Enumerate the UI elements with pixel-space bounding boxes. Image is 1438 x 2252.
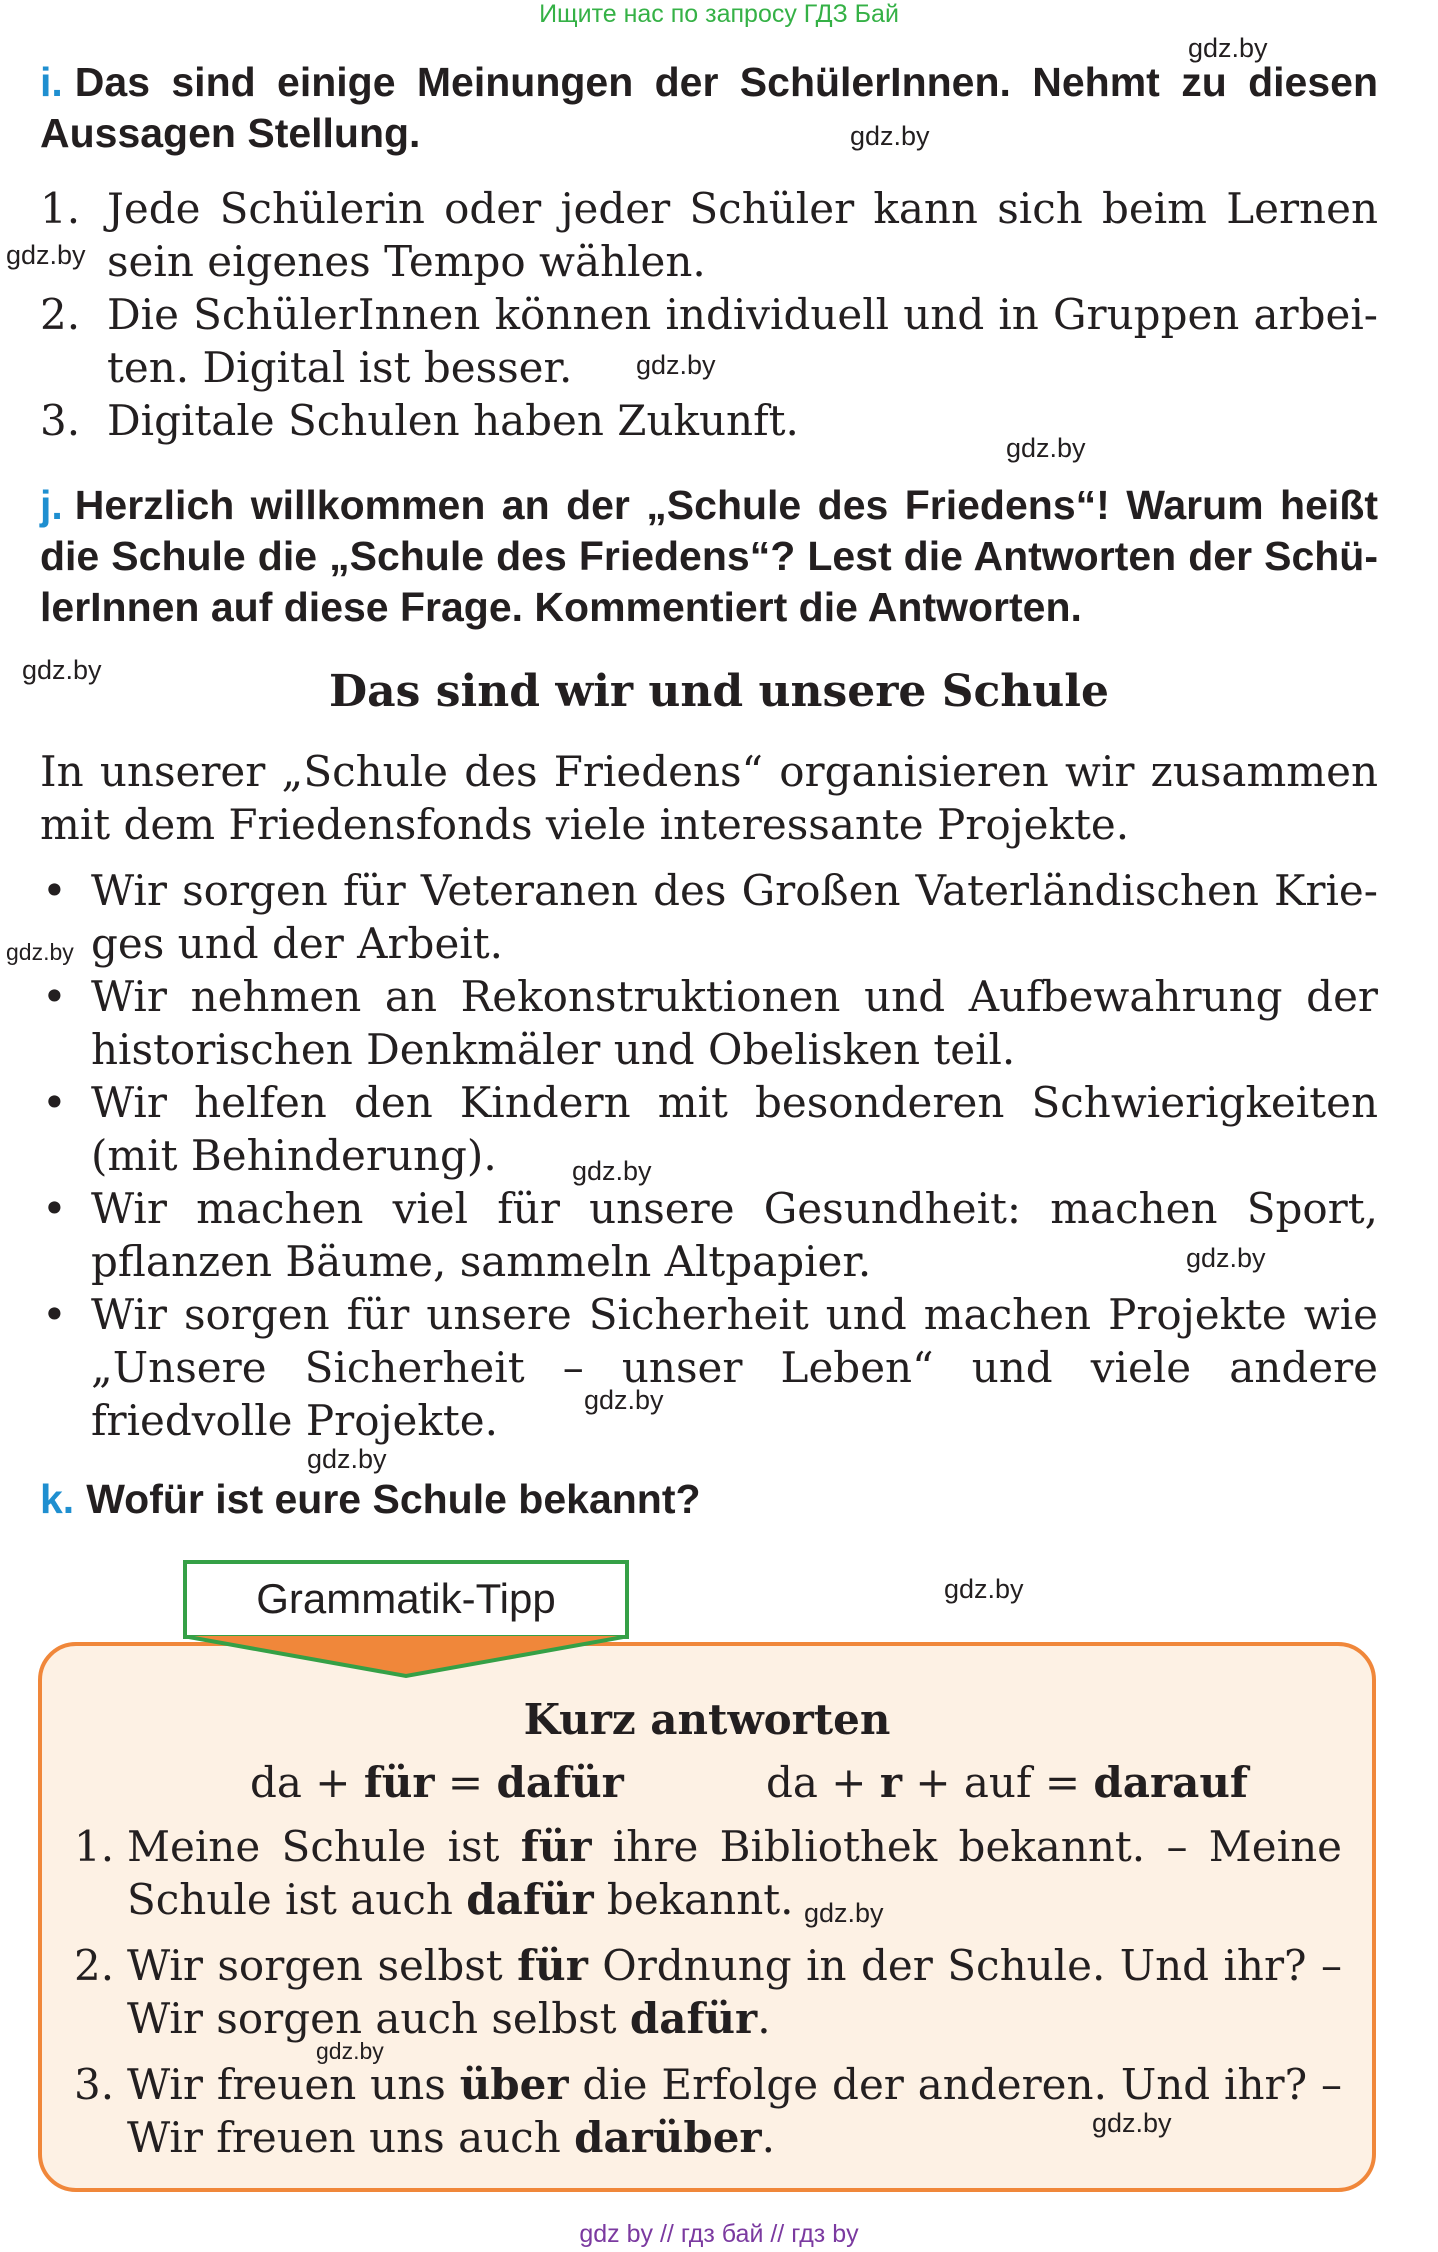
bullet-list [40,864,1378,1447]
bullet-item [40,1288,1378,1447]
watermark: gdz.by [1092,2108,1172,2138]
task-i-list [40,182,1378,447]
bullet-item [40,970,1378,1076]
watermark: gdz.by [1186,1243,1266,1273]
example-text: ihre Bibliothek bekannt. – Meine Schule ist auch [127,1822,1343,1924]
item-number: 3. [40,396,81,445]
bullet-text: Wir sorgen für Veteranen des Großen Vaterländischen Krieges und der Arbeit. [91,866,1378,968]
grammar-tip-title: Kurz antworten [523,1695,891,1744]
watermark: gdz.by [804,1898,884,1928]
example-bold: über [459,2060,569,2109]
task-text: Wofür ist eure Schule bekannt? [86,1476,701,1522]
watermark: gdz.by [944,1574,1024,1604]
task-k-instruction [40,1474,1378,1525]
bullet-icon: • [42,1184,67,1233]
item-text: Digitale Schulen haben Zukunft. [107,396,799,445]
text-heading: Das sind wir und unsere Schule [329,666,1109,717]
formula-bold: r [879,1758,902,1807]
bullet-icon: • [42,866,67,915]
bullet-text: Wir sorgen für unsere Sicherheit und machen Projekte wie „Unsere Sicherheit – unser Leben“ und viele andere friedvolle Projekte. [91,1290,1378,1445]
item-number: 2. [74,1941,115,1990]
example-bold: für [520,1822,592,1871]
example-text: Wir freuen uns [127,2060,460,2109]
watermark: gdz.by [1188,33,1268,63]
grammar-tip-tab: Grammatik-Tipp [183,1560,629,1639]
formula-part: da + [766,1758,880,1807]
task-letter: j. [40,482,63,528]
list-item [40,288,1378,394]
bullet-icon: • [42,972,67,1021]
watermark: gdz.by [584,1385,664,1415]
tab-pointer-icon [183,1636,629,1680]
example-bold: dafür [466,1875,594,1924]
bullet-item [40,1076,1378,1182]
watermark: gdz.by [6,240,86,270]
watermark: gdz.by [850,121,930,151]
example-item [74,1939,1342,2045]
item-number: 1. [40,184,81,233]
example-text: die Erfolge der anderen. Und ihr? – Wir freuen uns auch [127,2060,1343,2162]
item-number: 3. [74,2060,115,2109]
watermark: gdz.by [316,2038,384,2064]
watermark: gdz.by [1006,433,1086,463]
example-bold: dafür [629,1994,758,2043]
watermark: gdz.by [22,655,102,685]
footer-links[interactable]: gdz by // гдз бай // гдз by [579,2220,859,2248]
formula-part: da + [250,1758,364,1807]
task-text: Das sind einige Meinungen der SchülerInnen. Nehmt zu diesen Aussagen Stellung. [40,59,1378,156]
formula-bold: dafür [496,1758,624,1807]
formula-part: = [434,1758,497,1807]
task-letter: k. [40,1476,75,1522]
bullet-text: Wir helfen den Kindern mit besonderen Schwierigkeiten (mit Behinderung). [91,1078,1378,1180]
watermark: gdz.by [572,1156,652,1186]
bullet-icon: • [42,1078,67,1127]
example-text: . [757,1994,771,2043]
task-letter: i. [40,59,63,105]
formula-bold: für [363,1758,435,1807]
bullet-icon: • [42,1290,67,1339]
example-text: Wir sorgen selbst [127,1941,518,1990]
bullet-item [40,864,1378,970]
example-item [74,1820,1342,1926]
example-text: Ordnung in der Schule. Und ihr? – Wir sorgen auch selbst [127,1941,1342,2043]
example-bold: darüber [574,2113,762,2162]
task-j-instruction [40,480,1378,633]
item-text: Die SchülerInnen können individuell und in Gruppen arbeiten. Digital ist besser. [107,290,1378,392]
item-number: 1. [74,1822,115,1871]
formula-part: + auf = [901,1758,1094,1807]
task-i-instruction [40,57,1378,159]
formula-right [766,1758,1248,1807]
top-note: Ищите нас по запросу ГДЗ Бай [539,0,899,28]
item-text: Jede Schülerin oder jeder Schüler kann sich beim Lernen sein eigenes Tempo wählen. [107,184,1378,286]
example-text: . [761,2113,775,2162]
bullet-text: Wir nehmen an Rekonstruktionen und Aufbewahrung der historischen Denkmäler und Obelisken teil. [91,972,1378,1074]
bullet-item [40,1182,1378,1288]
list-item [40,394,1378,447]
watermark: gdz.by [307,1444,387,1474]
text-intro: In unserer „Schule des Friedens“ organisieren wir zusammen mit dem Friedensfonds viele interessante Projekte. [40,747,1378,849]
example-bold: für [517,1941,588,1990]
task-text: Herzlich willkommen an der „Schule des Friedens“! Warum heißt die Schule die „Schule des Friedens“? Lest die Antworten der SchülerInnen auf diese Frage. Kommentiert die Antworten. [40,482,1378,630]
example-text: Meine Schule ist [127,1822,521,1871]
formula-left [250,1758,624,1807]
list-item [40,182,1378,288]
watermark: gdz.by [636,350,716,380]
bullet-text: Wir machen viel für unsere Gesundheit: machen Sport, pflanzen Bäume, sammeln Altpapier. [91,1184,1378,1286]
example-text: bekannt. [593,1875,794,1924]
watermark: gdz.by [6,939,74,965]
item-number: 2. [40,290,81,339]
formula-bold: darauf [1093,1758,1248,1807]
